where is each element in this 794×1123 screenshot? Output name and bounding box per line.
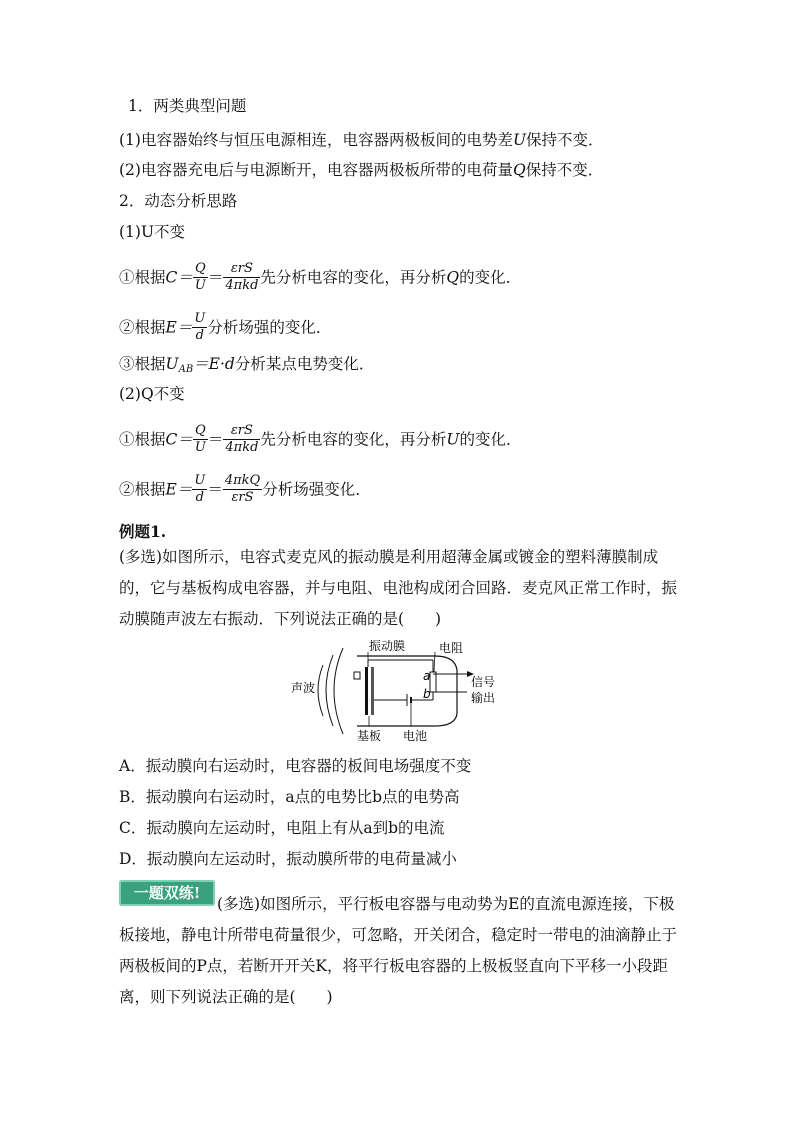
- practice-text: (多选)如图所示，平行板电容器与电动势为E的直流电源连接，下极板接地，静电计所带电荷量很少，可忽略，开关闭合，稳定时一带电的油滴静止于两极板间的P点，若断开开关K，将平行板电容器的上极板竖直向下平移一小段距离，则下列说法正确的是( ): [119, 895, 678, 1006]
- practice-badge: 一题双练!: [119, 880, 215, 906]
- fraction-q-over-u: $\frac{Q}{U}$: [194, 423, 206, 455]
- fraction-u-over-d: $\frac{U}{d}$: [194, 473, 206, 505]
- section1-item1: (1)电容器始终与恒压电源相连，电容器两极板间的电势差U保持不变．: [119, 131, 604, 149]
- formula-u2: ②根据E＝ $\frac{U}{d}$ 分析场强的变化．: [119, 311, 332, 343]
- leader-line: [434, 652, 435, 672]
- example-title: 例题1.: [119, 522, 167, 541]
- section1-heading: 1．两类典型问题: [128, 97, 247, 115]
- case-u-heading: (1)U不变: [119, 223, 186, 241]
- option-d: D．振动膜向左运动时，振动膜所带的电荷量减小: [119, 850, 457, 868]
- resistor: [430, 672, 436, 692]
- label-sound-wave: 声波: [291, 681, 316, 695]
- sound-wave-arc: [318, 665, 323, 716]
- case-q-heading: (2)Q不变: [119, 385, 185, 403]
- label-point-b: b: [423, 687, 431, 701]
- label-membrane: 振动膜: [369, 640, 406, 653]
- label-signal: 信号: [471, 675, 496, 689]
- label-battery: 电池: [403, 729, 428, 742]
- membrane-plate: [365, 667, 368, 715]
- formula-q1: ①根据C＝ $\frac{Q}{U}$ ＝ $\frac{\text{εrS}}{\text{4πkd}}$ 先分析电容的变化，再分析U的变化．: [119, 423, 522, 455]
- label-output: 输出: [471, 691, 496, 705]
- fraction-eps-s-over-4pikd: $\frac{\text{εrS}}{\text{4πkd}}$: [225, 261, 259, 293]
- option-b: B．振动膜向右运动时，a点的电势比b点的电势高: [119, 788, 460, 806]
- microphone-circuit-figure: [285, 640, 515, 742]
- sound-wave-arc: [326, 655, 333, 726]
- fraction-eps-s-over-4pikd: $\frac{\text{εrS}}{\text{4πkd}}$: [225, 423, 259, 455]
- formula-u3: ③根据$U_{AB}=E\cdot d$分析某点电势变化．: [119, 355, 375, 375]
- formula-q2: ②根据E＝ $\frac{U}{d}$ ＝ $\frac{\text{4πkQ}}{\text{εrS}}$ 分析场强变化．: [119, 473, 371, 505]
- label-point-a: a: [423, 669, 431, 683]
- section2-heading: 2．动态分析思路: [119, 192, 238, 210]
- fraction-4pikq-over-eps-s: $\frac{\text{4πkQ}}{\text{εrS}}$: [224, 473, 261, 505]
- option-c: C．振动膜向左运动时，电阻上有从a到b的电流: [119, 819, 445, 837]
- fraction-q-over-u: $\frac{Q}{U}$: [194, 261, 206, 293]
- example-text: (多选)如图所示，电容式麦克风的振动膜是利用超薄金属或镀金的塑料薄膜制成的，它与基板构成电容器，并与电阻、电池构成闭合回路．麦克风正常工作时，振动膜随声波左右振动．下列说法正确的是( ): [119, 548, 678, 628]
- base-plate: [371, 667, 374, 715]
- section1-item2: (2)电容器充电后与电源断开，电容器两极板所带的电荷量Q保持不变．: [119, 161, 604, 179]
- fraction-u-over-d: $\frac{U}{d}$: [194, 311, 206, 343]
- label-resistor: 电阻: [439, 641, 464, 655]
- sound-wave-arc: [334, 648, 343, 734]
- option-a: A．振动膜向右运动时，电容器的板间电场强度不变: [119, 757, 472, 775]
- membrane-mount: [354, 672, 360, 679]
- label-base-plate: 基板: [357, 729, 382, 742]
- formula-u1: ①根据C＝ $\frac{Q}{U}$ ＝ $\frac{\text{εrS}}{\text{4πkd}}$ 先分析电容的变化，再分析Q的变化．: [119, 261, 522, 293]
